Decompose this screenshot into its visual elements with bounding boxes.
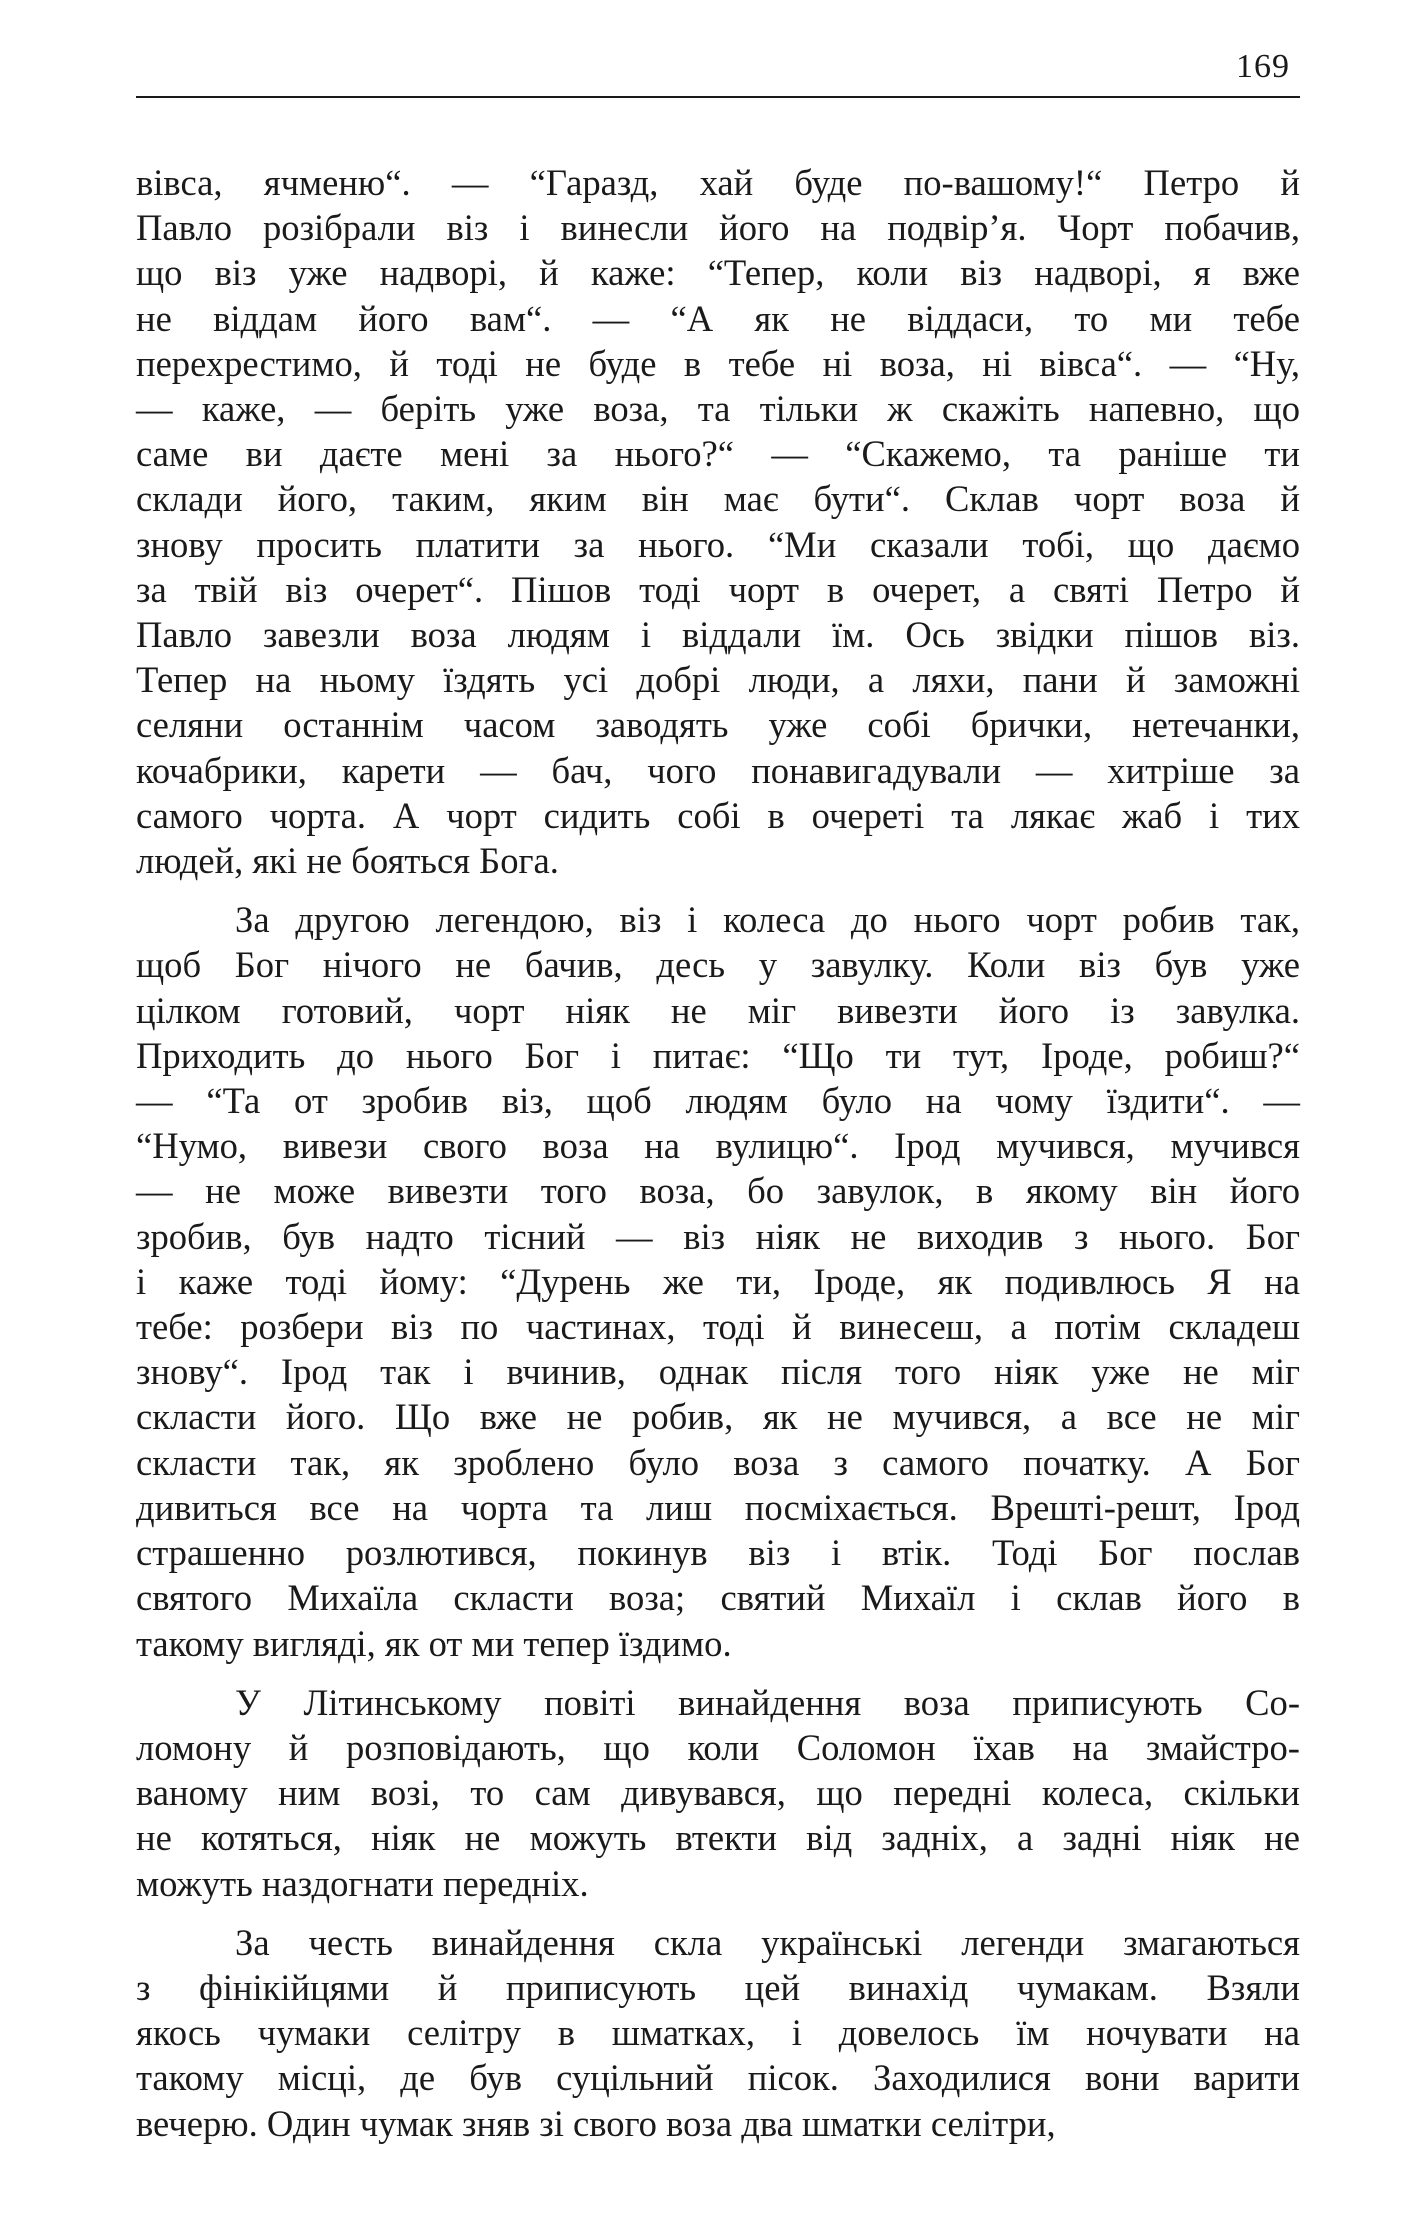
text-line: що віз уже надворі, й каже: “Тепер, коли віз надворі, я вже: [136, 252, 1300, 294]
text-line: Павло завезли воза людям і віддали їм. Ось звідки пішов віз.: [136, 614, 1300, 656]
text-line: ломону й розповідають, що коли Соломон їхав на змайстро-: [136, 1726, 1300, 1768]
text-line: За другою легендою, віз і колеса до нього чорт робив так,: [235, 899, 1300, 941]
text-line: кочабрики, карети — бач, чого понавигадували — хитріше за: [136, 749, 1300, 791]
text-line: щоб Бог нічого не бачив, десь у завулку. Коли віз був уже: [136, 944, 1300, 986]
text-line: і каже тоді йому: “Дурень же ти, Іроде, як подивлюсь Я на: [136, 1260, 1300, 1302]
text-line: самого чорта. А чорт сидить собі в очереті та лякає жаб і тих: [136, 794, 1300, 836]
text-line: “Нумо, вивези свого воза на вулицю“. Ірод мучився, мучився: [136, 1125, 1300, 1167]
text-line: тебе: розбери віз по частинах, тоді й винесеш, а потім складеш: [136, 1306, 1300, 1348]
text-line: ваному ним возі, то сам дивувався, що передні колеса, скільки: [136, 1772, 1300, 1814]
text-line: склади його, таким, яким він має бути“. Склав чорт воза й: [136, 478, 1300, 520]
text-line: зробив, був надто тісний — віз ніяк не виходив з нього. Бог: [136, 1215, 1300, 1257]
text-line: страшенно розлютився, покинув віз і втік. Тоді Бог послав: [136, 1532, 1300, 1574]
text-line: Тепер на ньому їздять усі добрі люди, а ляхи, пани й заможні: [136, 659, 1300, 701]
body-text: [136, 160, 1300, 2146]
text-line: людей, які не бояться Бога.: [136, 840, 559, 882]
text-line: святого Михаїла скласти воза; святий Михаїл і склав його в: [136, 1577, 1300, 1619]
text-line: перехрестимо, й тоді не буде в тебе ні воза, ні вівса“. — “Ну,: [136, 342, 1300, 384]
text-line: селяни останнім часом заводять уже собі брички, нетечанки,: [136, 704, 1300, 746]
text-line: У Літинському повіті винайдення воза приписують Со-: [235, 1681, 1300, 1723]
text-line: цілком готовий, чорт ніяк не міг вивезти його із завулка.: [136, 989, 1300, 1031]
paragraph: [136, 1680, 1300, 1906]
text-line: Приходить до нього Бог і питає: “Що ти тут, Іроде, робиш?“: [136, 1034, 1300, 1076]
text-line: Павло розібрали віз і винесли його на подвір’я. Чорт побачив,: [136, 207, 1300, 249]
text-line: можуть наздогнати передніх.: [136, 1862, 589, 1904]
paragraph: [136, 897, 1300, 1665]
text-line: саме ви даєте мені за нього?“ — “Скажемо, та раніше ти: [136, 433, 1300, 475]
text-line: за твій віз очерет“. Пішов тоді чорт в очерет, а святі Петро й: [136, 568, 1300, 610]
text-line: — каже, — беріть уже воза, та тільки ж скажіть напевно, що: [136, 388, 1300, 430]
text-line: такому вигляді, як от ми тепер їздимо.: [136, 1622, 732, 1664]
text-line: вівса, ячменю“. — “Гаразд, хай буде по-вашому!“ Петро й: [136, 162, 1300, 203]
text-line: — не може вивезти того воза, бо завулок, в якому він його: [136, 1170, 1300, 1212]
text-line: з фінікійцями й приписують цей винахід чумакам. Взяли: [136, 1966, 1300, 2008]
text-line: дивиться все на чорта та лиш посміхається. Врешті-решт, Ірод: [136, 1486, 1300, 1528]
text-line: знову“. Ірод так і вчинив, однак після того ніяк уже не міг: [136, 1351, 1300, 1393]
text-line: вечерю. Один чумак зняв зі свого воза два шматки селітри,: [136, 2102, 1056, 2144]
header-rule: [136, 96, 1300, 98]
page-number: 169: [1236, 48, 1290, 85]
text-line: скласти так, як зроблено було воза з самого початку. А Бог: [136, 1441, 1300, 1483]
text-line: такому місці, де був суцільний пісок. Заходилися вони варити: [136, 2057, 1300, 2099]
text-line: скласти його. Що вже не робив, як не мучився, а все не міг: [136, 1396, 1300, 1438]
text-line: За честь винайдення скла українські легенди змагаються: [235, 1921, 1300, 1963]
text-line: не котяться, ніяк не можуть втекти від задніх, а задні ніяк не: [136, 1817, 1300, 1859]
text-line: якось чумаки селітру в шматках, і довелось їм ночувати на: [136, 2012, 1300, 2054]
text-line: — “Та от зробив віз, щоб людям було на чому їздити“. —: [136, 1080, 1300, 1122]
paragraph: [136, 1920, 1300, 2146]
text-line: не віддам його вам“. — “А як не віддаси, то ми тебе: [136, 297, 1300, 339]
text-line: знову просить платити за нього. “Ми сказали тобі, що даємо: [136, 523, 1300, 565]
paragraph: [136, 160, 1300, 883]
